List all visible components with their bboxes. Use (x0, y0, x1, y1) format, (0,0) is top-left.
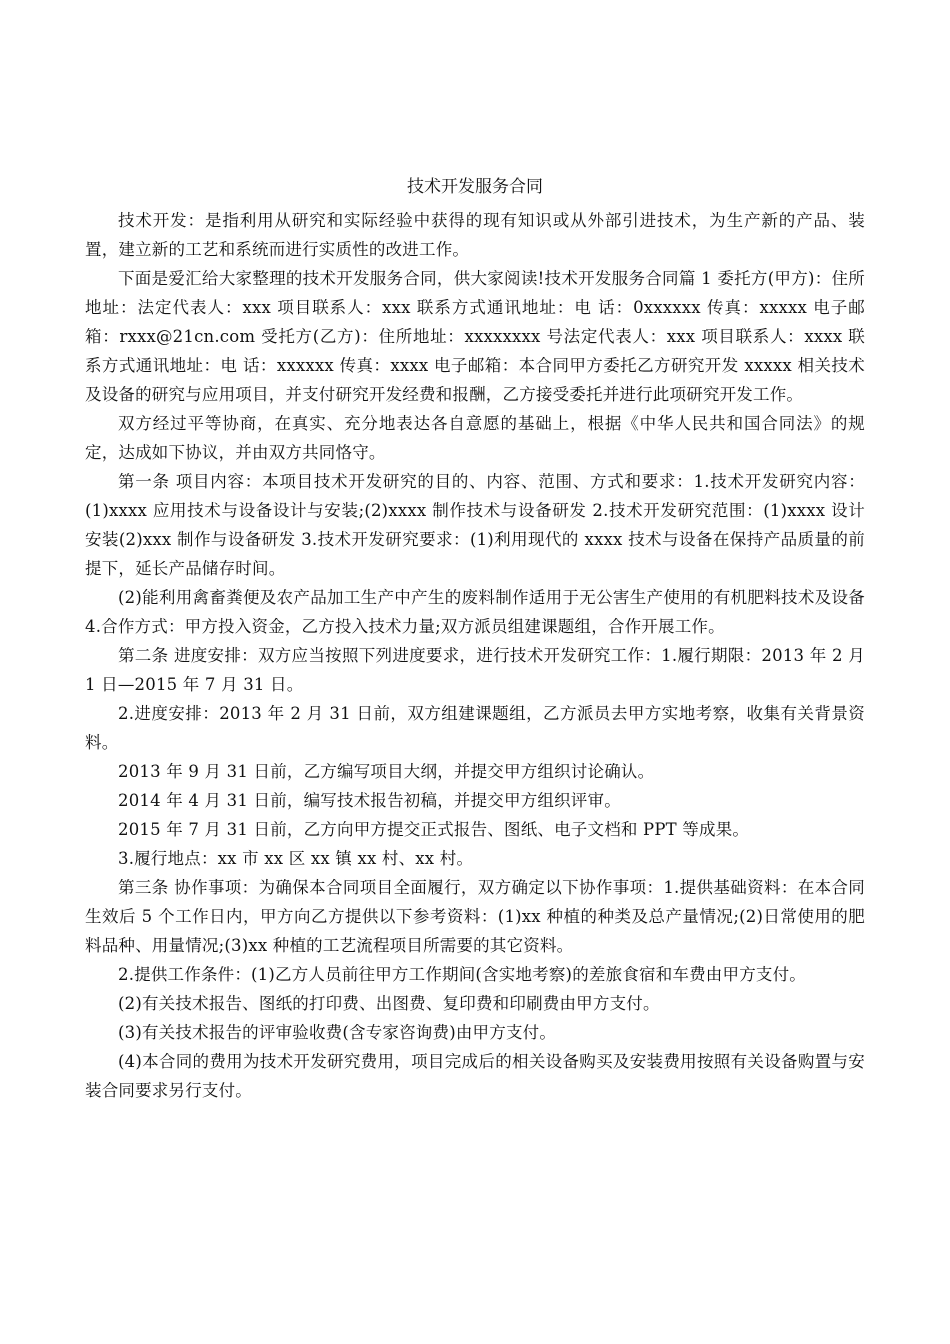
paragraph-article-1-cont: (2)能利用禽畜粪便及农产品加工生产中产生的废料制作适用于无公害生产使用的有机肥料技术及设备 4.合作方式：甲方投入资金，乙方投入技术力量;双方派员组建课题组，合作开展工作。 (85, 588, 865, 636)
paragraph-location: 3.履行地点：xx 市 xx 区 xx 镇 xx 村、xx 村。 (118, 849, 474, 868)
paragraph-schedule-2015: 2015 年 7 月 31 日前，乙方向甲方提交正式报告、图纸、电子文档和 PPT 等成果。 (118, 820, 750, 839)
paragraph-work-conditions: 2.提供工作条件：(1)乙方人员前往甲方工作期间(含实地考察)的差旅食宿和车费由甲方支付。 (118, 965, 806, 984)
document-title: 技术开发服务合同 (407, 177, 543, 197)
document-page (85, 172, 865, 1252)
paragraph-article-2: 第二条 进度安排：双方应当按照下列进度要求，进行技术开发研究工作：1.履行期限：2013 年 2 月 1 日—2015 年 7 月 31 日。 (85, 646, 865, 694)
paragraph-schedule-2013: 2013 年 9 月 31 日前，乙方编写项目大纲，并提交甲方组织讨论确认。 (118, 762, 655, 781)
paragraph-review-fees: (3)有关技术报告的评审验收费(含专家咨询费)由甲方支付。 (118, 1023, 557, 1042)
paragraph-printing-fees: (2)有关技术报告、图纸的打印费、出图费、复印费和印刷费由甲方支付。 (118, 994, 660, 1013)
paragraph-schedule-2014: 2014 年 4 月 31 日前，编写技术报告初稿，并提交甲方组织评审。 (118, 791, 621, 810)
paragraph-agreement: 双方经过平等协商，在真实、充分地表达各自意愿的基础上，根据《中华人民共和国合同法》的规定，达成如下协议，并由双方共同恪守。 (85, 414, 865, 462)
paragraph-article-3: 第三条 协作事项：为确保本合同项目全面履行，双方确定以下协作事项：1.提供基础资料：在本合同生效后 5 个工作日内，甲方向乙方提供以下参考资料：(1)xx 种植的种类及总产量情况;(2)日常使用的肥料品种、用量情况;(3)xx 种植的工艺流程项目所需要的其它资料。 (85, 878, 865, 955)
paragraph-parties: 下面是爱汇给大家整理的技术开发服务合同，供大家阅读!技术开发服务合同篇 1 委托方(甲方)：住所地址：法定代表人：xxx 项目联系人：xxx 联系方式通讯地址：电 话：0xxxxxx 传真：xxxxx 电子邮箱：rxxx@21cn.com 受托方(乙方)：住所地址：xxxxxxxx 号法定代表人：xxx 项目联系人：xxxx 联系方式通讯地址：电 话：xxxxxx 传真：xxxx 电子邮箱：本合同甲方委托乙方研究开发 xxxxx 相关技术及设备的研究与应用项目，并支付研究开发经费和报酬，乙方接受委托并进行此项研究开发工作。 (85, 269, 865, 404)
paragraph-equipment-fees: (4)本合同的费用为技术开发研究费用，项目完成后的相关设备购买及安装费用按照有关设备购置与安装合同要求另行支付。 (85, 1052, 865, 1100)
paragraph-schedule: 2.进度安排：2013 年 2 月 31 日前，双方组建课题组，乙方派员去甲方实地考察，收集有关背景资料。 (85, 704, 865, 752)
paragraph-definition: 技术开发：是指利用从研究和实际经验中获得的现有知识或从外部引进技术，为生产新的产品、装置，建立新的工艺和系统而进行实质性的改进工作。 (85, 211, 865, 259)
paragraph-article-1: 第一条 项目内容：本项目技术开发研究的目的、内容、范围、方式和要求：1.技术开发研究内容：(1)xxxx 应用技术与设备设计与安装;(2)xxxx 制作技术与设备研发 2.技术开发研究范围：(1)xxxx 设计安装(2)xxx 制作与设备研发 3.技术开发研究要求：(1)利用现代的 xxxx 技术与设备在保持产品质量的前提下，延长产品储存时间。 (85, 472, 865, 578)
